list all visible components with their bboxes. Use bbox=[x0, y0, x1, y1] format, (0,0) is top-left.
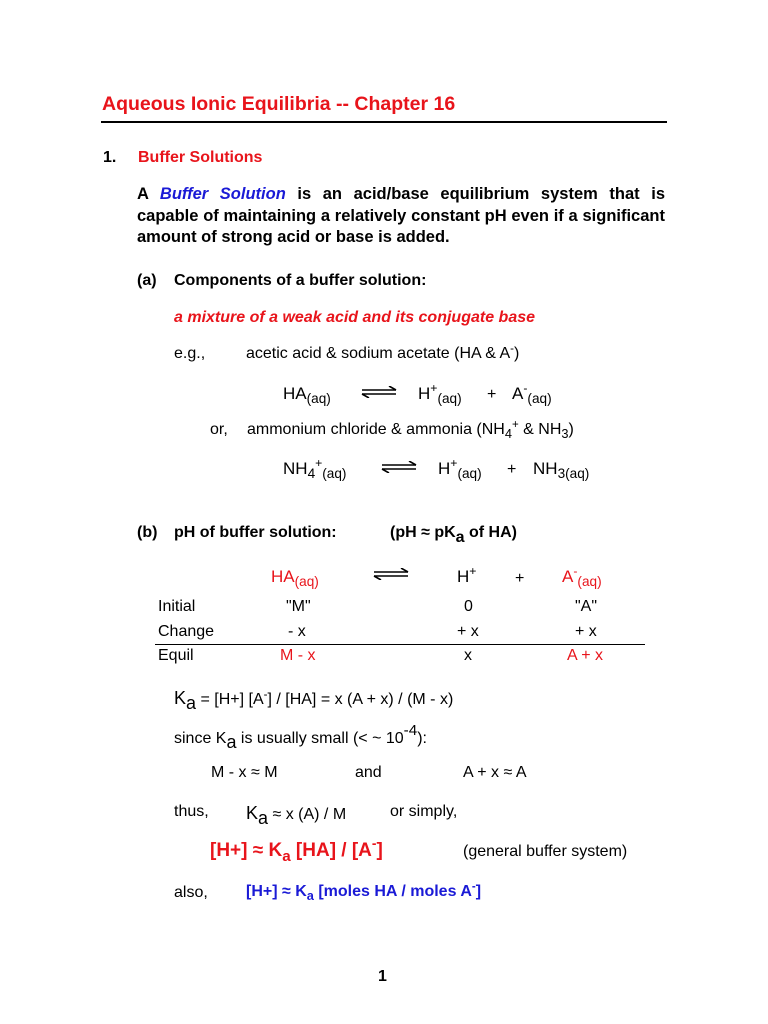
part-b-label: (b) bbox=[137, 524, 158, 541]
page-title: Aqueous Ionic Equilibria -- Chapter 16 bbox=[102, 93, 456, 115]
approx-and: and bbox=[355, 764, 382, 781]
buffer-definition: a mixture of a weak acid and its conjugate base bbox=[174, 309, 536, 326]
equilibrium-arrow-icon bbox=[361, 386, 397, 398]
table-cell: + x bbox=[575, 623, 597, 640]
table-cell: M - x bbox=[280, 647, 316, 664]
part-a-label: (a) bbox=[137, 272, 157, 289]
general-buffer-note: (general buffer system) bbox=[463, 843, 628, 860]
table-cell: - x bbox=[288, 623, 306, 640]
table-cell: 0 bbox=[464, 598, 473, 615]
section-number: 1. bbox=[103, 149, 117, 166]
table-cell: "A" bbox=[575, 598, 598, 615]
title-underline bbox=[101, 121, 667, 123]
section-heading: Buffer Solutions bbox=[138, 149, 263, 166]
approx-right: A + x ≈ A bbox=[463, 764, 527, 781]
also-label: also, bbox=[174, 884, 208, 901]
intro-lead: A bbox=[137, 185, 160, 203]
equilibrium-arrow-icon bbox=[381, 461, 417, 473]
eq2-plus: + bbox=[507, 461, 517, 478]
table-cell: "M" bbox=[286, 598, 311, 615]
table-header-h: H+ bbox=[457, 564, 477, 586]
general-buffer-equation: $[H+] \approx K_a$ [HA] / [A-] bbox=[210, 836, 383, 865]
intro-rest: is an acid/base equilibrium system that is capable of maintaining a relatively constant pH even if a significant amount of strong acid or base is added. bbox=[137, 185, 665, 246]
page-number: 1 bbox=[378, 968, 387, 985]
table-row-label: Change bbox=[158, 623, 215, 640]
since-line: since Ka is usually small (< ~ 10-4): bbox=[174, 721, 427, 753]
eq1-plus: + bbox=[487, 386, 497, 403]
intro-term: Buffer Solution bbox=[159, 185, 286, 203]
or-text: ammonium chloride & ammonia ($NH_4^+$ & $NH_3$) bbox=[247, 418, 574, 441]
eq1-ha: $HA_{(aq)}$ bbox=[283, 384, 331, 407]
eq2-h: $H^+_{(aq)}$ bbox=[438, 456, 482, 482]
table-cell: + x bbox=[457, 623, 479, 640]
thus-expression: Ka ≈ x (A) / M bbox=[246, 803, 347, 829]
thus-or: or simply, bbox=[390, 803, 458, 820]
eg-label: e.g., bbox=[174, 345, 206, 362]
eq1-a: $A^-_{(aq)}$ bbox=[512, 381, 552, 407]
thus-label: thus, bbox=[174, 803, 209, 820]
intro-paragraph bbox=[137, 184, 665, 249]
or-label: or, bbox=[210, 421, 228, 438]
equilibrium-arrow-icon bbox=[373, 568, 409, 580]
part-b-heading: pH of buffer solution: bbox=[174, 524, 337, 541]
table-divider bbox=[155, 644, 645, 645]
table-header-plus: + bbox=[515, 570, 525, 587]
eg-text: acetic acid & sodium acetate (HA & A-) bbox=[246, 342, 520, 362]
eq2-nh4: $NH_4^+_{(aq)}$ bbox=[283, 456, 347, 482]
approx-left: M - x ≈ M bbox=[211, 764, 278, 781]
table-header-a: $A^-_{(aq)}$ bbox=[562, 564, 602, 590]
ka-expression: Ka = [H+] [A-] / [HA] = x (A + x) / (M - x) bbox=[174, 688, 454, 714]
table-cell: x bbox=[464, 647, 472, 664]
table-row-label: Equil bbox=[158, 647, 194, 664]
eq1-h: $H^+_{(aq)}$ bbox=[418, 381, 462, 407]
table-row-label: Initial bbox=[158, 598, 196, 615]
moles-buffer-equation: $[H+] \approx K_a$ [moles HA / moles A-] bbox=[246, 880, 482, 903]
eq2-nh3: $NH_{3(aq)}$ bbox=[533, 459, 590, 482]
table-cell: A + x bbox=[567, 647, 604, 664]
part-b-note: (pH ≈ pKa of HA) bbox=[390, 524, 517, 546]
part-a-heading: Components of a buffer solution: bbox=[174, 272, 427, 289]
table-header-ha: $HA_{(aq)}$ bbox=[271, 567, 319, 590]
